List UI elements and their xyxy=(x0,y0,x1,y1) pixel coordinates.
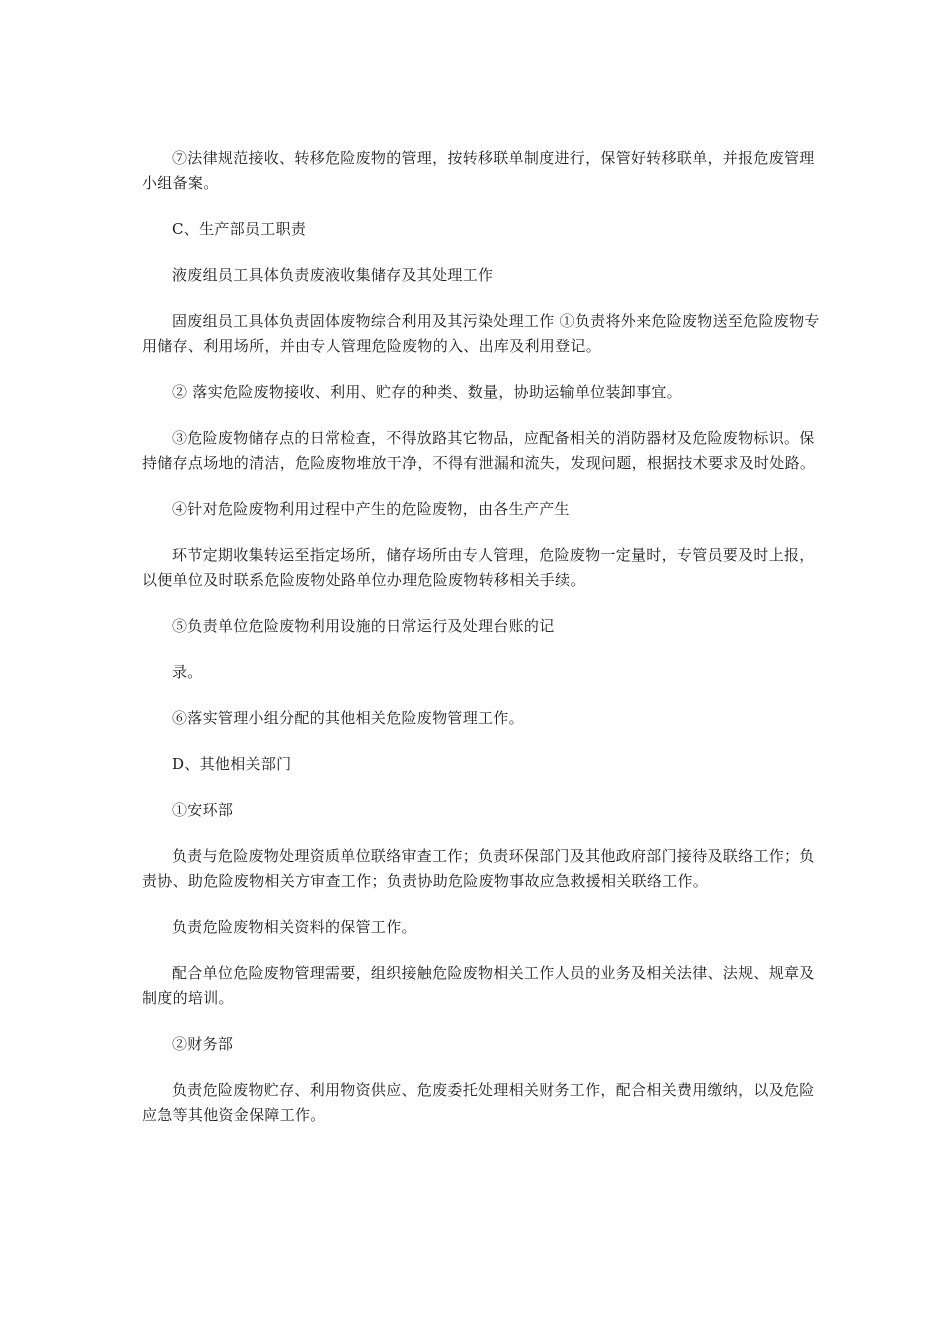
paragraph-item-5-continued: 录。 xyxy=(172,663,203,681)
paragraph-solid-waste-team: 固废组员工具体负责固体废物综合利用及其污染处理工作 ①负责将外来危险废物送至危险废物专用储存、利用场所，并由专人管理危险废物的入、出库及利用登记。 xyxy=(142,312,820,355)
heading-finance-dept: ②财务部 xyxy=(172,1035,234,1053)
paragraph-item-4-continued: 环节定期收集转运至指定场所，储存场所由专人管理，危险废物一定量时，专管员要及时上报，以便单位及时联系危险废物处路单位办理危险废物转移相关手续。 xyxy=(142,546,815,589)
paragraph-training: 配合单位危险废物管理需要，组织接触危险废物相关工作人员的业务及相关法律、法规、规章及制度的培训。 xyxy=(142,964,815,1007)
paragraph-transfer-manifest: ⑦法律规范接收、转移危险废物的管理，按转移联单制度进行，保管好转移联单，并报危废管理小组备案。 xyxy=(142,149,815,192)
paragraph-item-2: ② 落实危险废物接收、利用、贮存的种类、数量，协助运输单位装卸事宜。 xyxy=(172,383,682,401)
paragraph-liquid-waste-team: 液废组员工具体负责废液收集储存及其处理工作 xyxy=(172,266,494,284)
heading-safety-environment-dept: ①安环部 xyxy=(172,801,234,819)
paragraph-item-5: ⑤负责单位危险废物利用设施的日常运行及处理台账的记 xyxy=(172,617,555,635)
paragraph-item-6: ⑥落实管理小组分配的其他相关危险废物管理工作。 xyxy=(172,709,524,727)
paragraph-item-3: ③危险废物储存点的日常检查，不得放路其它物品，应配备相关的消防器材及危险废物标识。保持储存点场地的清洁，危险废物堆放干净，不得有泄漏和流失，发现问题，根据技术要求及时处路。 xyxy=(142,429,816,472)
paragraph-records-custody: 负责危险废物相关资料的保管工作。 xyxy=(172,918,417,936)
paragraph-item-4: ④针对危险废物利用过程中产生的危险废物，由各生产产生 xyxy=(172,500,570,518)
heading-other-departments: D、其他相关部门 xyxy=(172,755,292,773)
paragraph-finance-duties: 负责危险废物贮存、利用物资供应、危废委托处理相关财务工作，配合相关费用缴纳，以及危险应急等其他资金保障工作。 xyxy=(142,1081,815,1124)
paragraph-safety-duties: 负责与危险废物处理资质单位联络审查工作；负责环保部门及其他政府部门接待及联络工作；负责协、助危险废物相关方审查工作；负责协助危险废物事故应急救援相关联络工作。 xyxy=(142,847,815,890)
heading-production-staff-duties: C、生产部员工职责 xyxy=(172,220,307,238)
document-body xyxy=(142,146,824,1149)
